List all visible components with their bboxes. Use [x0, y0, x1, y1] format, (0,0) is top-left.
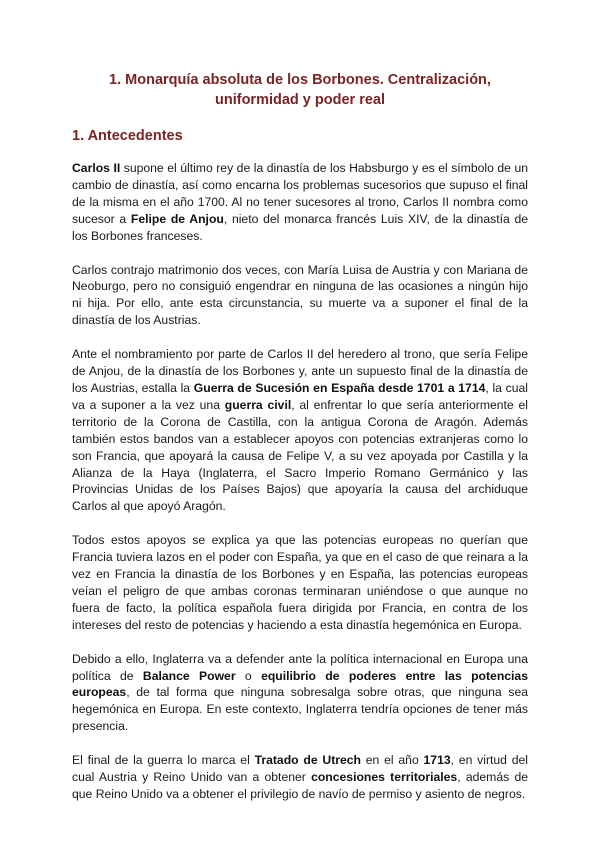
- document-body: [72, 160, 528, 820]
- text-run: , la cual va a suponer a la vez una: [72, 380, 528, 412]
- text-run: , en virtud del cual Austria y Reino Unido van a obtener: [72, 753, 529, 785]
- paragraph-6: [72, 752, 528, 803]
- text-run: Carlos contrajo matrimonio dos veces, con María Luisa de Austria y con Mariana de Neoburgo, pero no consiguió engendrar en ninguna de las ocasiones a ningún hijo ni hija. Por ello, ante esta circunstancia, su muerte va a suponer el final de la dinastía de los Austrias.: [72, 262, 528, 328]
- bold-term: Balance Power: [142, 668, 236, 683]
- bold-term: Felipe de Anjou: [130, 211, 224, 226]
- text-run: en el año: [361, 753, 424, 768]
- title-line-2: uniformidad y poder real: [215, 92, 385, 108]
- bold-term: 1713: [423, 753, 451, 768]
- text-run: , al enfrentar lo que sería anteriormente el territorio de la Corona de Castilla, con la antigua Corona de Aragón. Además también estos bandos van a establecer apoyos con potencias extranjeras como lo son Francia, que apoyará la causa de Felipe V, a su vez apoyada por Castilla y la Alianza de la Haya (Inglaterra, el Sacro Imperio Romano Germánico y las Provincias Unidas de los Países Bajos) que apoyaría la causa del archiduque Carlos al que apoyó Aragón.: [72, 397, 528, 514]
- text-run: El final de la guerra lo marca el: [72, 753, 255, 768]
- text-run: Todos estos apoyos se explica ya que las potencias europeas no querían que Francia tuviera lazos en el poder con España, ya que en el caso de que reinara a la vez en Francia la dinastía de los Borbones y en España, las potencias europeas veían el peligro de que ambas coronas terminaran uniéndose o que aunque no fuera de facto, la política española fuera dirigida por Francia, en contra de los intereses del resto de potencias y haciendo a esta dinastía hegemónica en Europa.: [72, 533, 528, 632]
- bold-term: Tratado de Utrech: [254, 753, 361, 768]
- bold-term: guerra civil: [224, 397, 292, 412]
- text-run: , de tal forma que ninguna sobresalga sobre otras, que ninguna sea hegemónica en Europa. En este contexto, Inglaterra tendría opciones de tener más presencia.: [72, 685, 528, 734]
- text-run: supone el último rey de la dinastía de los Habsburgo y es el símbolo de un cambio de dinastía, así como encarna los problemas sucesorios que supuso el final de la misma en el año 1700. Al no tener sucesores al trono, Carlos II nombra como sucesor a: [72, 161, 529, 226]
- bold-term: concesiones territoriales: [311, 770, 458, 785]
- bold-term: Carlos II: [72, 161, 121, 175]
- text-run: Debido a ello, Inglaterra va a defender ante la política internacional en Europa una política de: [72, 651, 528, 683]
- paragraph-1: [72, 160, 528, 245]
- bold-term: Guerra de Sucesión en España desde 1701 a 1714: [193, 380, 486, 395]
- paragraph-5: [72, 651, 528, 736]
- paragraph-4: [72, 532, 528, 633]
- text-run: , además de que Reino Unido va a obtener el privilegio de navío de permiso y asiento de negros.: [72, 770, 528, 801]
- text-run: o: [235, 668, 262, 683]
- text-run: , nieto del monarca francés Luis XIV, de la dinastía de los Borbones franceses.: [72, 211, 529, 243]
- paragraph-2: [72, 262, 528, 330]
- page-title: [72, 70, 528, 110]
- section-heading: 1. Antecedentes: [72, 128, 183, 144]
- bold-term: equilibrio de poderes entre las potencias europeas: [72, 668, 528, 700]
- title-line-1: 1. Monarquía absoluta de los Borbones. Centralización,: [109, 72, 491, 88]
- text-run: Ante el nombramiento por parte de Carlos II del heredero al trono, que sería Felipe de Anjou, de la dinastía de los Borbones y, ante un supuesto final de la dinastía de los Austrias, estalla la: [72, 347, 528, 395]
- paragraph-3: [72, 346, 528, 515]
